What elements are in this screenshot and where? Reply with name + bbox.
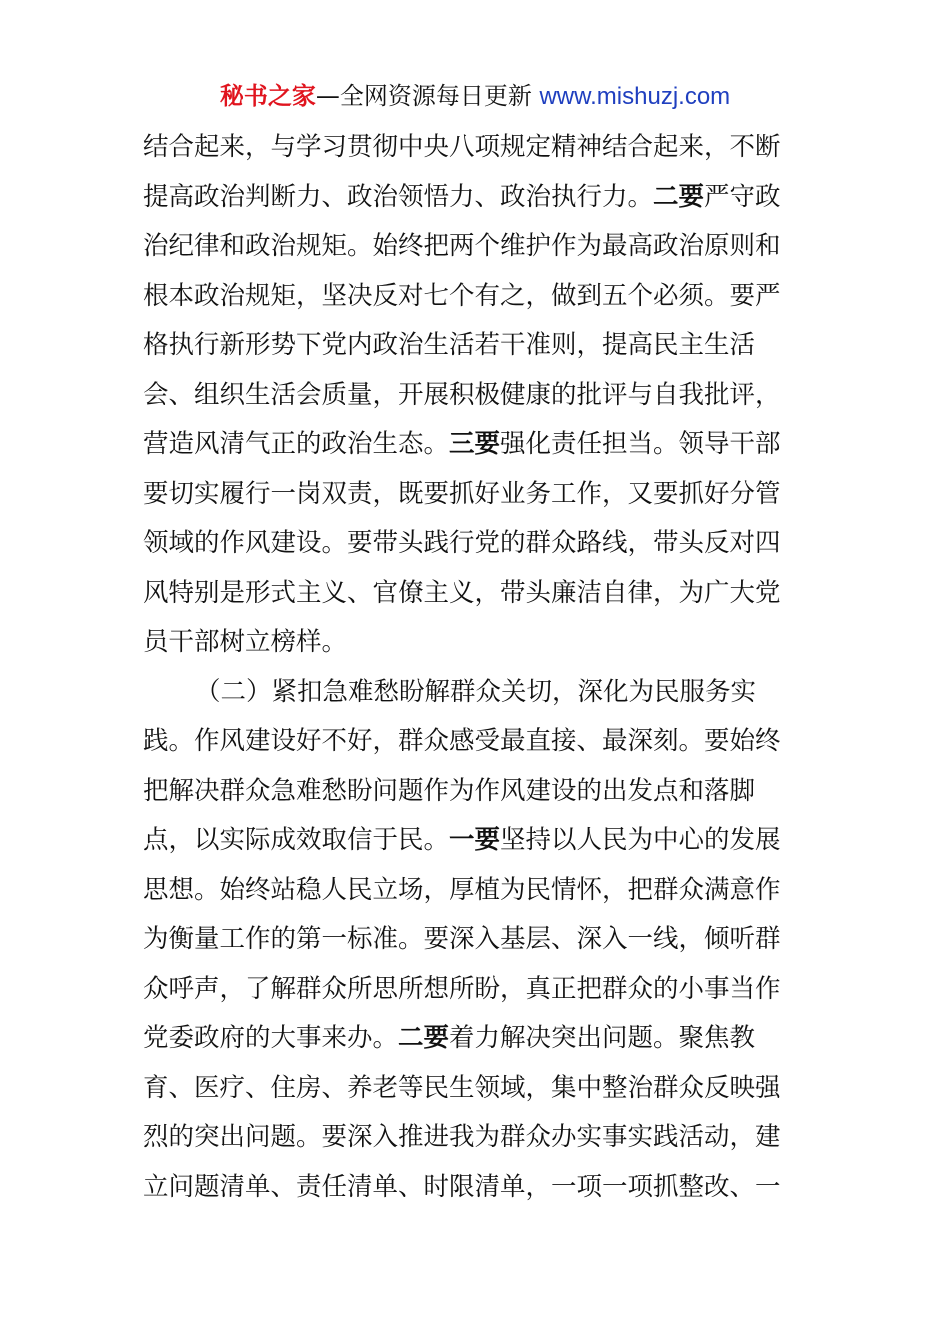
site-brand: 秘书之家: [219, 82, 316, 110]
text-segment: 立问题清单、责任清单、时限清单，一项一项抓整改、一: [143, 1171, 781, 1202]
text-segment: 治纪律和政治规矩。始终把两个维护作为最高政治原则和: [143, 231, 781, 261]
text-line: [143, 474, 813, 514]
page-header: [0, 80, 950, 113]
text-segment: 众呼声，了解群众所思所想所盼，真正把群众的小事当作: [143, 973, 781, 1004]
text-line: [143, 424, 813, 464]
text-segment: 为衡量工作的第一标准。要深入基层、深入一线，倾听群: [143, 924, 781, 954]
text-line: [143, 1018, 813, 1058]
text-line: [143, 721, 813, 761]
text-line: [143, 820, 813, 860]
text-segment: 风特别是形式主义、官僚主义，带头廉洁自律，为广大党: [143, 577, 781, 608]
text-line: [143, 375, 813, 415]
text-segment: 强化责任担当。领导干部: [500, 429, 781, 459]
text-line: [143, 1117, 813, 1157]
site-tagline: —全网资源每日更新: [315, 82, 540, 110]
text-segment: 烈的突出问题。要深入推进我为群众办实事实践活动，建: [143, 1122, 781, 1152]
text-line: [143, 177, 813, 217]
text-segment: 党委政府的大事来办。: [143, 1023, 399, 1053]
emphasis-text: 二要: [653, 181, 705, 212]
text-segment: 严守政: [704, 181, 781, 212]
emphasis-text: 二要: [398, 1023, 450, 1053]
text-line: [143, 622, 813, 662]
text-segment: 营造风清气正的政治生态。: [143, 429, 450, 459]
text-line: [143, 969, 813, 1009]
text-segment: 结合起来，与学习贯彻中央八项规定精神结合起来，不断: [143, 132, 781, 162]
text-segment: 着力解决突出问题。聚焦教: [449, 1023, 756, 1053]
text-line: [143, 919, 813, 959]
emphasis-text: 一要: [449, 825, 501, 855]
text-segment: 领域的作风建设。要带头践行党的群众路线，带头反对四: [143, 528, 781, 558]
text-line: [143, 870, 813, 910]
site-url: www.mishuzj.com: [539, 83, 731, 110]
text-segment: 育、医疗、住房、养老等民生领域，集中整治群众反映强: [143, 1072, 781, 1103]
text-segment: 要切实履行一岗双责，既要抓好业务工作，又要抓好分管: [143, 478, 781, 509]
text-line: [143, 1068, 813, 1108]
text-line: [143, 771, 813, 811]
text-segment: 会、组织生活会质量，开展积极健康的批评与自我批评，: [143, 379, 781, 410]
emphasis-text: 三要: [449, 429, 501, 459]
text-line: [143, 276, 813, 316]
text-line: [143, 573, 813, 613]
paragraph-heading-line: [195, 672, 813, 712]
text-segment: 思想。始终站稳人民立场，厚植为民情怀，把群众满意作: [143, 874, 781, 905]
text-segment: 格执行新形势下党内政治生活若干准则，提高民主生活: [143, 330, 756, 360]
text-segment: 根本政治规矩，坚决反对七个有之，做到五个必须。要严: [143, 280, 781, 311]
text-segment: 点，以实际成效取信于民。: [143, 825, 450, 855]
text-segment: （二）紧扣急难愁盼解群众关切，深化为民服务实: [195, 676, 757, 707]
text-line: [143, 127, 813, 167]
text-segment: 把解决群众急难愁盼问题作为作风建设的出发点和落脚: [143, 775, 756, 806]
text-segment: 践。作风建设好不好，群众感受最直接、最深刻。要始终: [143, 726, 781, 756]
text-segment: 提高政治判断力、政治领悟力、政治执行力。: [143, 181, 654, 212]
text-segment: 坚持以人民为中心的发展: [500, 825, 781, 855]
text-segment: 员干部树立榜样。: [143, 627, 348, 657]
text-line: [143, 325, 813, 365]
text-line: [143, 523, 813, 563]
text-line: [143, 1167, 813, 1207]
text-line: [143, 226, 813, 266]
